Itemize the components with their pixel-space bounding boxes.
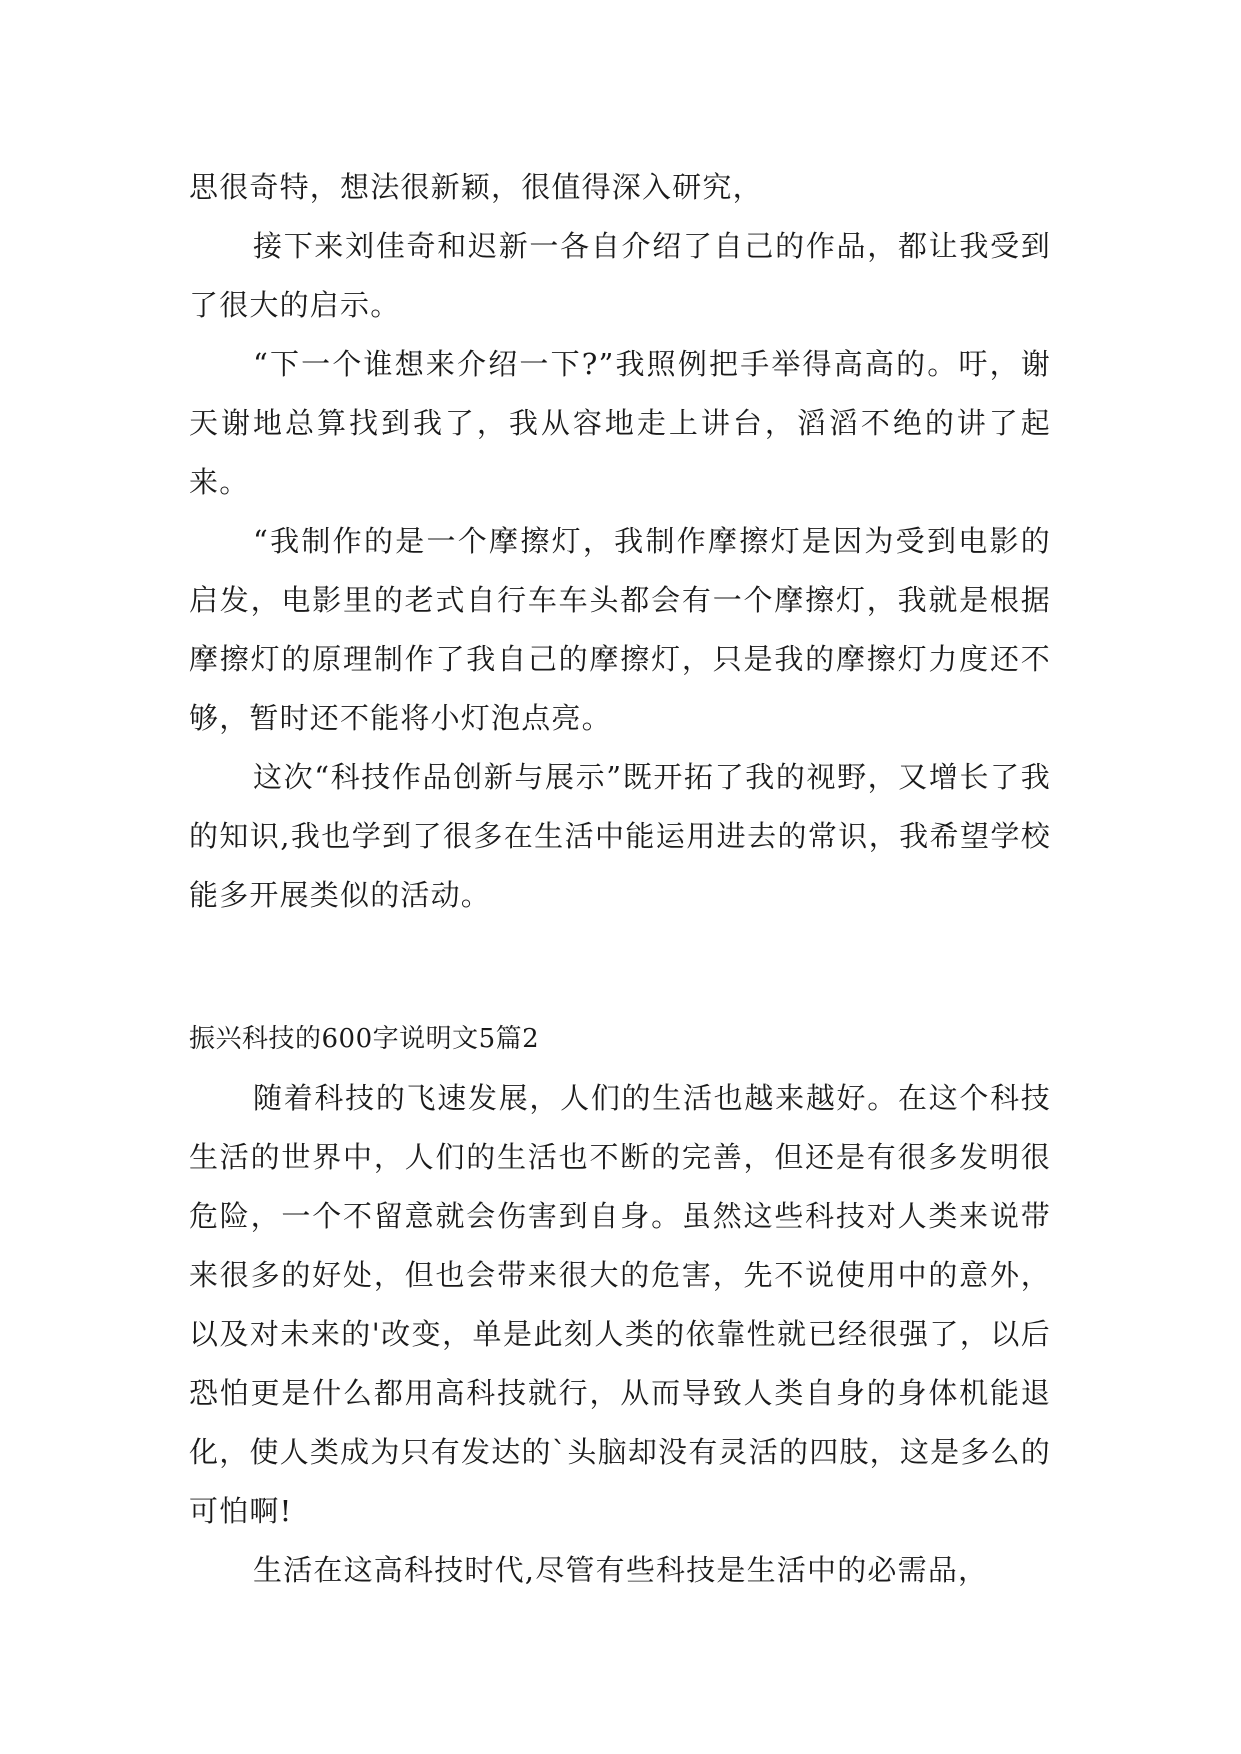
paragraph: “下一个谁想来介绍一下?”我照例把手举得高高的。吁，谢天谢地总算找到我了，我从容地走上讲台，滔滔不绝的讲了起来。 [189,347,1051,499]
paragraph: “我制作的是一个摩擦灯，我制作摩擦灯是因为受到电影的启发，电影里的老式自行车车头都会有一个摩擦灯，我就是根据摩擦灯的原理制作了我自己的摩擦灯，只是我的摩擦灯力度还不够，暂时还不能将小灯泡点亮。 [189,524,1051,735]
paragraph: 这次“科技作品创新与展示”既开拓了我的视野，又增长了我的知识,我也学到了很多在生活中能运用进去的常识，我希望学校能多开展类似的活动。 [189,760,1051,912]
paragraph: 随着科技的飞速发展，人们的生活也越来越好。在这个科技生活的世界中，人们的生活也不断的完善，但还是有很多发明很危险，一个不留意就会伤害到自身。虽然这些科技对人类来说带来很多的好处，但也会带来很大的危害，先不说使用中的意外，以及对未来的'改变，单是此刻人类的依靠性就已经很强了，以后恐怕更是什么都用高科技就行，从而导致人类自身的身体机能退化，使人类成为只有发达的`头脑却没有灵活的四肢，这是多么的可怕啊! [189,1081,1051,1528]
paragraph: 接下来刘佳奇和迟新一各自介绍了自己的作品，都让我受到了很大的启示。 [189,229,1051,322]
document-body [189,158,1051,1600]
paragraph-continued: 思很奇特，想法很新颖，很值得深入研究， [189,170,763,204]
section-heading: 振兴科技的600字说明文5篇2 [189,1024,540,1054]
paragraph: 生活在这高科技时代,尽管有些科技是生活中的必需品， [253,1553,989,1587]
